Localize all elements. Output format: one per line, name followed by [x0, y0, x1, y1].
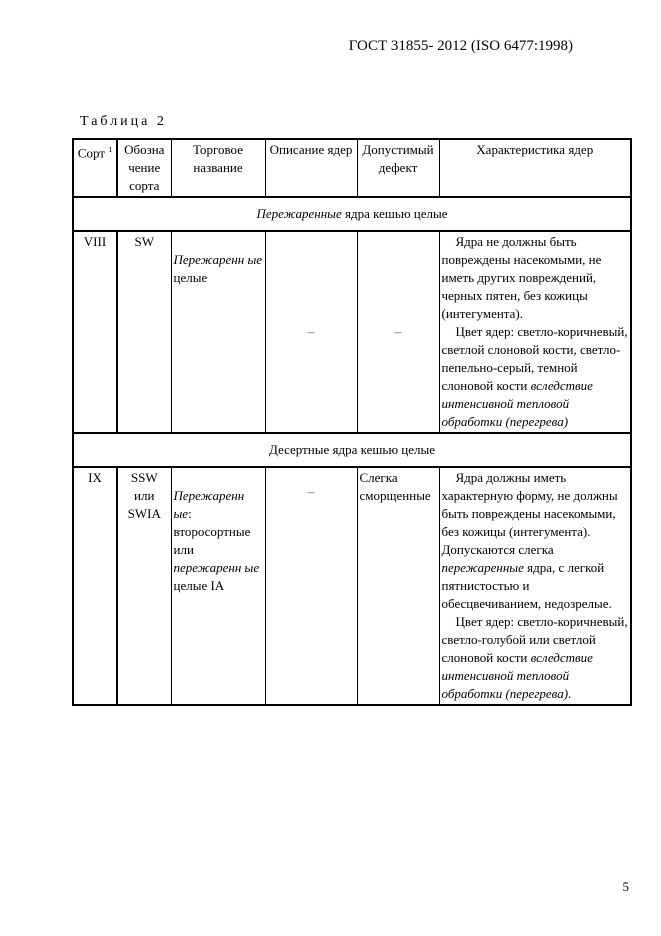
page-number: 5: [622, 879, 629, 894]
cell-grade: VIII: [73, 231, 117, 433]
col-characteristic: Характеристика ядер: [439, 139, 631, 197]
footnote-mark: 1: [108, 145, 113, 154]
table-caption: Таблица 2: [80, 114, 167, 129]
cell-defect: Слегка сморщенные: [357, 467, 439, 705]
col-defect: Допустимый дефект: [357, 139, 439, 197]
section-title-row: [73, 197, 631, 231]
col-kernel-description: Описание ядер: [265, 139, 357, 197]
table-row: [73, 467, 631, 705]
col-grade: Сорт $^1$: [73, 139, 117, 197]
document-code: ГОСТ 31855- 2012 (ISO 6477:1998): [348, 38, 573, 54]
cell-grade: IX: [73, 467, 117, 705]
col-trade-name: Торговое название: [171, 139, 265, 197]
col-designation: Обозна чение сорта: [117, 139, 171, 197]
table-row: [73, 231, 631, 433]
section-title-overroasted: Пережаренные ядра кешью целые: [73, 197, 631, 231]
table-header-row: [73, 139, 631, 197]
cell-defect: –: [357, 231, 439, 433]
cell-characteristic: Ядра должны иметь характерную форму, не должны быть повреждены насекомыми, без кожицы (интегумента). Допускаются слегка пережаренные ядра, с легкой пятнистостью и обесцвечиванием, недозрелые. Цвет ядер: светло-коричневый, светло-голубой или светлой слоновой кости вследствие интенсивной тепловой обработки (перегрева).: [439, 467, 631, 705]
section-title-dessert: Десертные ядра кешью целые: [73, 433, 631, 467]
cell-kernel-description: –: [265, 467, 357, 705]
section-title-row: [73, 433, 631, 467]
cell-trade-name: Пережаренн ые целые: [171, 231, 265, 433]
grades-table: [72, 138, 632, 706]
cell-designation: SSW или SWIA: [117, 467, 171, 705]
cell-kernel-description: –: [265, 231, 357, 433]
cell-designation: SW: [117, 231, 171, 433]
cell-characteristic: Ядра не должны быть повреждены насекомыми, не иметь других повреждений, черных пятен, без кожицы (интегумента). Цвет ядер: светло-коричневый, светлой слоновой кости, светло-пепельно-серый, темной слоновой кости вследствие интенсивной тепловой обработки (перегрева): [439, 231, 631, 433]
cell-trade-name: Пережаренн ые: второсортные или пережаренн ые целые IA: [171, 467, 265, 705]
